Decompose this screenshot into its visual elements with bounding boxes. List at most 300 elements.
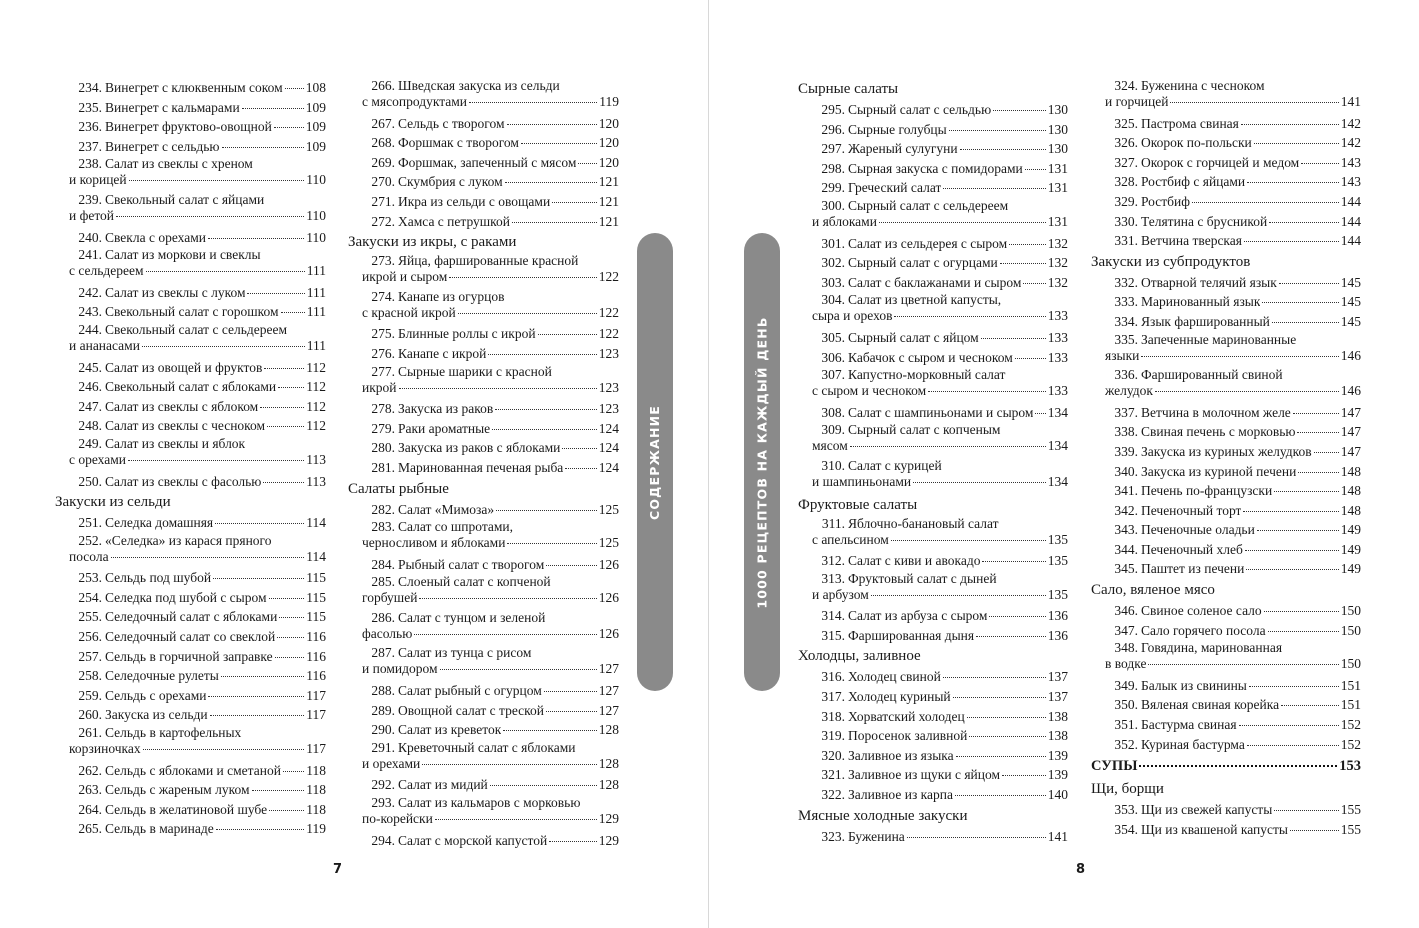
toc-entry-title: Закуска из раков: [398, 401, 494, 417]
dot-leader: [907, 837, 1046, 838]
toc-entry[interactable]: [69, 588, 326, 608]
toc-entry[interactable]: [69, 686, 326, 706]
toc-entry-title: Запеченные маринованные: [1141, 331, 1297, 347]
dot-leader: [449, 277, 596, 278]
dot-leader: [953, 697, 1046, 698]
toc-entry-page: 152: [1340, 736, 1361, 752]
toc-entry-title: Салат из свеклы и яблок: [105, 435, 246, 451]
toc-entry[interactable]: [362, 645, 619, 681]
dot-leader: [142, 346, 305, 347]
toc-entry[interactable]: [69, 416, 326, 436]
toc-entry[interactable]: [812, 667, 1068, 687]
dot-leader: [1025, 169, 1046, 170]
toc-entry-title: Щи из свежей капусты: [1141, 802, 1273, 818]
toc-entry-line: [812, 367, 1068, 383]
toc-entry[interactable]: [69, 819, 326, 839]
toc-entry[interactable]: [1105, 481, 1361, 501]
toc-entry-number: 297.: [821, 141, 845, 157]
toc-entry[interactable]: [362, 399, 619, 419]
dot-leader: [275, 657, 305, 658]
toc-entry-number: 329.: [1114, 193, 1138, 209]
toc-entry-title: Салат из свеклы с яблоком: [105, 398, 259, 414]
toc-entry-title: Салат из цветной капусты,: [848, 292, 1002, 308]
toc-entry[interactable]: [1105, 422, 1361, 442]
toc-entry-title: Закуска из сельди: [105, 707, 208, 723]
dot-leader: [894, 316, 1045, 317]
toc-section-heading[interactable]: Закуски из субпродуктов: [1091, 253, 1251, 270]
toc-entry[interactable]: [69, 647, 326, 667]
toc-entry[interactable]: [69, 117, 326, 137]
toc-entry-line: [1105, 640, 1361, 656]
toc-entry[interactable]: [362, 172, 619, 192]
toc-entry[interactable]: [1105, 735, 1361, 755]
toc-entry-title: «Селедка» из карася пряного: [105, 532, 272, 548]
toc-entry[interactable]: [362, 519, 619, 555]
toc-entry[interactable]: [812, 551, 1068, 571]
toc-entry-number: 323.: [821, 828, 845, 844]
toc-entry-title: Сельдь с орехами: [105, 687, 207, 703]
toc-entry-title: Телятина с брусникой: [1141, 213, 1268, 229]
dot-leader: [213, 578, 304, 579]
toc-entry[interactable]: [362, 775, 619, 795]
toc-entry-title: Заливное из карпа: [848, 787, 953, 803]
toc-entry[interactable]: [1105, 78, 1361, 114]
toc-entry[interactable]: [69, 666, 326, 686]
dot-leader: [458, 313, 597, 314]
toc-entry-line: [362, 380, 619, 400]
toc-entry-title-continued: с орехами: [69, 451, 127, 467]
toc-entry-number: 310.: [821, 457, 845, 473]
toc-entry[interactable]: [1105, 601, 1361, 621]
toc-entry[interactable]: [1105, 212, 1361, 232]
toc-entry-number: 282.: [371, 501, 395, 517]
toc-entry[interactable]: [812, 422, 1068, 458]
toc-entry[interactable]: [69, 98, 326, 118]
toc-entry[interactable]: [69, 761, 326, 781]
side-tab-label: 1000 РЕЦЕПТОВ НА КАЖДЫЙ ДЕНЬ: [754, 315, 770, 609]
toc-entry-page: 127: [598, 702, 619, 718]
toc-entry-page: 117: [306, 741, 326, 757]
toc-entry-number: 245.: [78, 359, 102, 375]
toc-entry-page: 122: [598, 326, 619, 342]
toc-entry[interactable]: [69, 192, 326, 228]
dot-leader: [549, 841, 597, 842]
dot-leader: [949, 130, 1046, 131]
toc-column: [798, 78, 1068, 846]
toc-entry-page: 136: [1047, 608, 1068, 624]
toc-entry-title: Салат с шампиньонами и сыром: [848, 404, 1034, 420]
toc-entry-page: 130: [1047, 102, 1068, 117]
toc-entry-title: Винегрет фруктово-овощной: [105, 119, 272, 135]
toc-entry-page: 112: [306, 418, 326, 434]
dot-leader: [891, 540, 1046, 541]
toc-entry[interactable]: [1105, 442, 1361, 462]
dot-leader: [982, 561, 1045, 562]
toc-entry-title: Буженина с чесноком: [1141, 78, 1265, 93]
toc-entry-title: Ростбиф с яйцами: [1141, 174, 1246, 190]
toc-entry-number: 242.: [78, 284, 102, 300]
toc-entry[interactable]: [812, 348, 1068, 368]
toc-entry-line: [812, 458, 1068, 474]
toc-entry[interactable]: [69, 725, 326, 761]
toc-entry[interactable]: [69, 377, 326, 397]
toc-entry[interactable]: [1105, 153, 1361, 173]
toc-entry-title: Говядина, маринованная: [1141, 640, 1283, 656]
toc-entry-number: 238.: [78, 156, 102, 172]
toc-entry-line: [362, 574, 619, 590]
toc-entry[interactable]: [812, 159, 1068, 179]
dot-leader: [928, 391, 1046, 392]
toc-entry[interactable]: [812, 403, 1068, 423]
toc-entry[interactable]: [1105, 332, 1361, 368]
toc-entry-number: 336.: [1114, 367, 1138, 383]
toc-entry[interactable]: [1105, 312, 1361, 332]
toc-entry-number: 270.: [371, 174, 395, 190]
toc-entry[interactable]: [69, 247, 326, 283]
toc-entry[interactable]: [1105, 231, 1361, 251]
toc-section-heading[interactable]: Сырные салаты: [798, 81, 899, 97]
dot-leader: [565, 468, 596, 469]
toc-entry[interactable]: [812, 273, 1068, 293]
dot-leader: [1274, 810, 1338, 811]
toc-entry-line: [362, 811, 619, 831]
toc-entry[interactable]: [1105, 133, 1361, 153]
toc-entry[interactable]: [1105, 820, 1361, 840]
toc-entry[interactable]: [1105, 800, 1361, 820]
toc-section-heading[interactable]: Закуски из икры, с раками: [348, 234, 517, 251]
toc-section-heading[interactable]: Фруктовые салаты: [798, 496, 918, 513]
toc-entry-page: 131: [1047, 213, 1068, 229]
toc-entry-line: [812, 292, 1068, 308]
toc-entry-title-continued: икрой: [362, 379, 397, 395]
toc-entry[interactable]: [69, 228, 326, 248]
toc-entry-title: Жареный сулугуни: [848, 141, 958, 157]
toc-entry-line: [362, 94, 619, 114]
toc-entry-title-continued: корзиночках: [69, 741, 141, 757]
toc-entry-page: 128: [598, 755, 619, 771]
dot-leader: [277, 637, 304, 638]
toc-entry-title: Винегрет с кальмарами: [105, 99, 240, 115]
toc-entry-number: 267.: [371, 115, 395, 131]
dot-leader: [269, 810, 304, 811]
toc-entry[interactable]: [69, 513, 326, 533]
toc-entry[interactable]: [812, 198, 1068, 234]
toc-entry[interactable]: [1105, 172, 1361, 192]
toc-entry[interactable]: [362, 701, 619, 721]
toc-entry-title: Сельдь в картофельных: [105, 725, 242, 741]
toc-entry-title: Паштет из печени: [1141, 561, 1245, 577]
toc-entry[interactable]: [1105, 621, 1361, 641]
dot-leader: [960, 149, 1046, 150]
toc-section-heading[interactable]: Сало, вяленое мясо: [1091, 582, 1215, 599]
toc-entry-number: 309.: [821, 422, 845, 438]
toc-entry-page: 139: [1047, 747, 1068, 763]
toc-entry-number: 354.: [1114, 821, 1138, 837]
toc-entry[interactable]: [362, 831, 619, 851]
toc-entry[interactable]: [1105, 559, 1361, 579]
toc-entry[interactable]: [812, 328, 1068, 348]
toc-entry-line: [1105, 78, 1361, 94]
dot-leader: [128, 460, 304, 461]
toc-entry-title-continued: и горчицей: [1105, 94, 1169, 109]
toc-entry[interactable]: [1105, 192, 1361, 212]
dot-leader: [1015, 358, 1046, 359]
toc-entry[interactable]: [69, 533, 326, 569]
toc-entry-number: 314.: [821, 608, 845, 624]
toc-entry[interactable]: [362, 153, 619, 173]
toc-entry[interactable]: [362, 212, 619, 232]
toc-entry[interactable]: [69, 472, 326, 492]
toc-entry-title: Закуска из раков с яблоками: [398, 440, 561, 456]
toc-entry[interactable]: [812, 746, 1068, 766]
toc-entry-number: 281.: [371, 459, 395, 475]
toc-entry[interactable]: [362, 458, 619, 478]
toc-entry-number: 317.: [821, 689, 845, 705]
toc-entry[interactable]: [362, 253, 619, 289]
toc-entry-page: 121: [598, 213, 619, 229]
toc-entry[interactable]: [69, 302, 326, 322]
toc-entry[interactable]: [1105, 520, 1361, 540]
toc-entry-page: 120: [598, 154, 619, 170]
toc-entry-title: Салат с тунцом и зеленой: [398, 609, 546, 625]
toc-entry[interactable]: [362, 720, 619, 740]
toc-entry-line: [69, 725, 326, 741]
toc-column: [1091, 78, 1361, 839]
toc-entry-page: 132: [1047, 274, 1068, 290]
toc-entry-title: Салат рыбный с огурцом: [398, 683, 542, 699]
toc-entry-page: 150: [1340, 622, 1361, 638]
toc-entry[interactable]: [812, 458, 1068, 494]
dot-leader: [1155, 391, 1339, 392]
toc-entry[interactable]: [1105, 540, 1361, 560]
toc-entry-number: 271.: [371, 193, 395, 209]
toc-entry[interactable]: [1105, 462, 1361, 482]
toc-entry[interactable]: [812, 785, 1068, 805]
toc-chapter-heading[interactable]: [1091, 754, 1361, 778]
toc-section-heading[interactable]: Салаты рыбные: [348, 480, 449, 497]
toc-section-heading[interactable]: Мясные холодные закуски: [798, 807, 968, 824]
toc-entry-line: [362, 519, 619, 535]
dot-leader: [440, 669, 597, 670]
toc-entry-page: 148: [1340, 502, 1361, 518]
toc-entry-title: Икра из сельди с овощами: [398, 193, 551, 209]
toc-entry-title-continued: и шампиньонами: [812, 473, 912, 489]
toc-entry-title-continued: горбушей: [362, 590, 418, 606]
toc-entry-number: 343.: [1114, 522, 1138, 538]
toc-entry[interactable]: [812, 234, 1068, 254]
toc-entry[interactable]: [69, 607, 326, 627]
toc-entry-page: 110: [306, 172, 326, 188]
dot-leader: [1170, 102, 1338, 103]
toc-entry-title: Рыбный салат с творогом: [398, 556, 545, 572]
toc-entry-title-continued: фасолью: [362, 625, 413, 641]
toc-entry-page: 115: [306, 609, 326, 625]
toc-entry-number: 335.: [1114, 331, 1138, 347]
toc-entry[interactable]: [69, 156, 326, 192]
toc-entry-number: 353.: [1114, 802, 1138, 818]
toc-entry[interactable]: [69, 800, 326, 820]
toc-entry[interactable]: [812, 253, 1068, 273]
toc-entry[interactable]: [69, 322, 326, 358]
toc-entry[interactable]: [812, 571, 1068, 607]
toc-entry[interactable]: [1105, 403, 1361, 423]
dot-leader: [913, 482, 1046, 483]
toc-entry-page: 114: [306, 548, 326, 564]
toc-entry[interactable]: [812, 707, 1068, 727]
toc-entry[interactable]: [69, 780, 326, 800]
toc-entry[interactable]: [812, 178, 1068, 198]
toc-entry-line: [812, 571, 1068, 587]
toc-section-heading[interactable]: Закуски из сельди: [55, 494, 171, 511]
toc-entry[interactable]: [1105, 501, 1361, 521]
toc-entry-line: [362, 269, 619, 289]
toc-entry-number: 352.: [1114, 736, 1138, 752]
toc-entry[interactable]: [1105, 292, 1361, 312]
toc-entry[interactable]: [362, 364, 619, 400]
toc-entry[interactable]: [69, 78, 326, 98]
toc-entry[interactable]: [362, 133, 619, 153]
dot-leader: [943, 677, 1046, 678]
dot-leader: [1262, 302, 1338, 303]
toc-entry[interactable]: [69, 358, 326, 378]
toc-entry-number: 307.: [821, 367, 845, 383]
dot-leader: [116, 216, 304, 217]
dot-leader: [1272, 322, 1339, 323]
toc-entry[interactable]: [812, 765, 1068, 785]
toc-entry[interactable]: [69, 705, 326, 725]
toc-entry-page: 133: [1047, 383, 1068, 399]
toc-entry-title: Салат из мидий: [398, 777, 488, 793]
toc-entry[interactable]: [69, 568, 326, 588]
dot-leader: [993, 110, 1046, 111]
toc-entry[interactable]: [812, 292, 1068, 328]
toc-entry-page: 134: [1047, 404, 1068, 420]
toc-entry-number: 280.: [371, 440, 395, 456]
toc-entry[interactable]: [362, 740, 619, 776]
toc-entry-page: 147: [1340, 443, 1361, 459]
toc-entry-number: 339.: [1114, 443, 1138, 459]
toc-entry-title: Фаршированный свиной: [1141, 367, 1283, 383]
toc-entry[interactable]: [69, 397, 326, 417]
toc-entry-page: 147: [1340, 404, 1361, 420]
toc-entry-line: [812, 214, 1068, 234]
toc-entry[interactable]: [812, 726, 1068, 746]
toc-entry-line: [362, 305, 619, 325]
toc-entry[interactable]: [812, 687, 1068, 707]
toc-entry[interactable]: [812, 100, 1068, 120]
toc-section-heading[interactable]: Холодцы, заливное: [798, 648, 921, 665]
toc-entry-title: Свекольный салат с яблоками: [105, 379, 277, 395]
toc-section-heading[interactable]: Щи, борщи: [1091, 781, 1164, 798]
toc-entry-title: Печеночные оладьи: [1141, 522, 1255, 538]
toc-entry-number: 328.: [1114, 174, 1138, 190]
toc-entry[interactable]: [362, 574, 619, 610]
toc-entry-title-continued: сыра и орехов: [812, 308, 893, 324]
toc-entry[interactable]: [69, 137, 326, 157]
dot-leader: [544, 691, 597, 692]
toc-entry[interactable]: [812, 827, 1068, 847]
toc-entry[interactable]: [69, 283, 326, 303]
toc-entry-title-continued: в водке: [1105, 656, 1147, 672]
toc-entry[interactable]: [812, 120, 1068, 140]
toc-entry[interactable]: [69, 436, 326, 472]
toc-entry[interactable]: [362, 500, 619, 520]
toc-entry[interactable]: [1105, 367, 1361, 403]
toc-entry[interactable]: [812, 606, 1068, 626]
toc-entry[interactable]: [362, 419, 619, 439]
toc-entry[interactable]: [362, 344, 619, 364]
dot-leader: [552, 202, 597, 203]
toc-entry-line: [362, 289, 619, 305]
toc-entry[interactable]: [362, 324, 619, 344]
toc-entry[interactable]: [362, 78, 619, 114]
toc-entry[interactable]: [1105, 273, 1361, 293]
toc-entry[interactable]: [362, 114, 619, 134]
toc-entry[interactable]: [812, 516, 1068, 552]
toc-entry-number: 244.: [78, 321, 102, 337]
toc-entry-page: 129: [598, 811, 619, 827]
side-tab: [637, 233, 673, 691]
toc-entry[interactable]: [812, 626, 1068, 646]
dot-leader: [538, 334, 597, 335]
toc-entry-line: [69, 741, 326, 761]
toc-entry-number: 295.: [821, 102, 845, 117]
dot-leader: [222, 147, 304, 148]
toc-entry[interactable]: [362, 289, 619, 325]
toc-entry-number: 308.: [821, 404, 845, 420]
toc-entry-number: 272.: [371, 213, 395, 229]
toc-entry-page: 134: [1047, 473, 1068, 489]
toc-entry-page: 143: [1340, 174, 1361, 190]
toc-entry[interactable]: [1105, 715, 1361, 735]
toc-entry-title: Вяленая свиная корейка: [1141, 697, 1280, 713]
toc-entry[interactable]: [812, 139, 1068, 159]
toc-entry[interactable]: [362, 610, 619, 646]
toc-entry[interactable]: [362, 795, 619, 831]
toc-entry-page: 111: [306, 284, 326, 300]
toc-entry-page: 135: [1047, 531, 1068, 547]
dot-leader: [503, 730, 596, 731]
dot-leader: [264, 368, 304, 369]
toc-entry-line: [812, 198, 1068, 214]
toc-entry[interactable]: [362, 681, 619, 701]
toc-entry-page: 123: [598, 379, 619, 395]
toc-entry-title: Канапе из огурцов: [398, 288, 505, 304]
toc-entry-title: Заливное из щуки с яйцом: [848, 767, 1001, 783]
toc-entry-title: Свекла с орехами: [105, 229, 206, 245]
toc-entry[interactable]: [362, 192, 619, 212]
toc-entry[interactable]: [69, 627, 326, 647]
toc-entry[interactable]: [812, 367, 1068, 403]
dot-leader: [943, 188, 1045, 189]
toc-entry[interactable]: [1105, 640, 1361, 676]
toc-entry[interactable]: [362, 555, 619, 575]
toc-entry[interactable]: [1105, 676, 1361, 696]
toc-entry-number: 312.: [821, 553, 845, 569]
toc-entry[interactable]: [1105, 114, 1361, 134]
toc-entry-page: 149: [1340, 561, 1361, 577]
toc-entry-number: 330.: [1114, 213, 1138, 229]
toc-entry-number: 249.: [78, 435, 102, 451]
toc-entry[interactable]: [362, 438, 619, 458]
toc-entry-line: [812, 474, 1068, 494]
toc-entry-number: 319.: [821, 728, 845, 744]
dot-leader: [279, 617, 304, 618]
toc-entry-line: [362, 661, 619, 681]
toc-entry-title: Капустно-морковный салат: [848, 367, 1006, 383]
toc-entry-page: 126: [598, 625, 619, 641]
toc-entry[interactable]: [1105, 695, 1361, 715]
